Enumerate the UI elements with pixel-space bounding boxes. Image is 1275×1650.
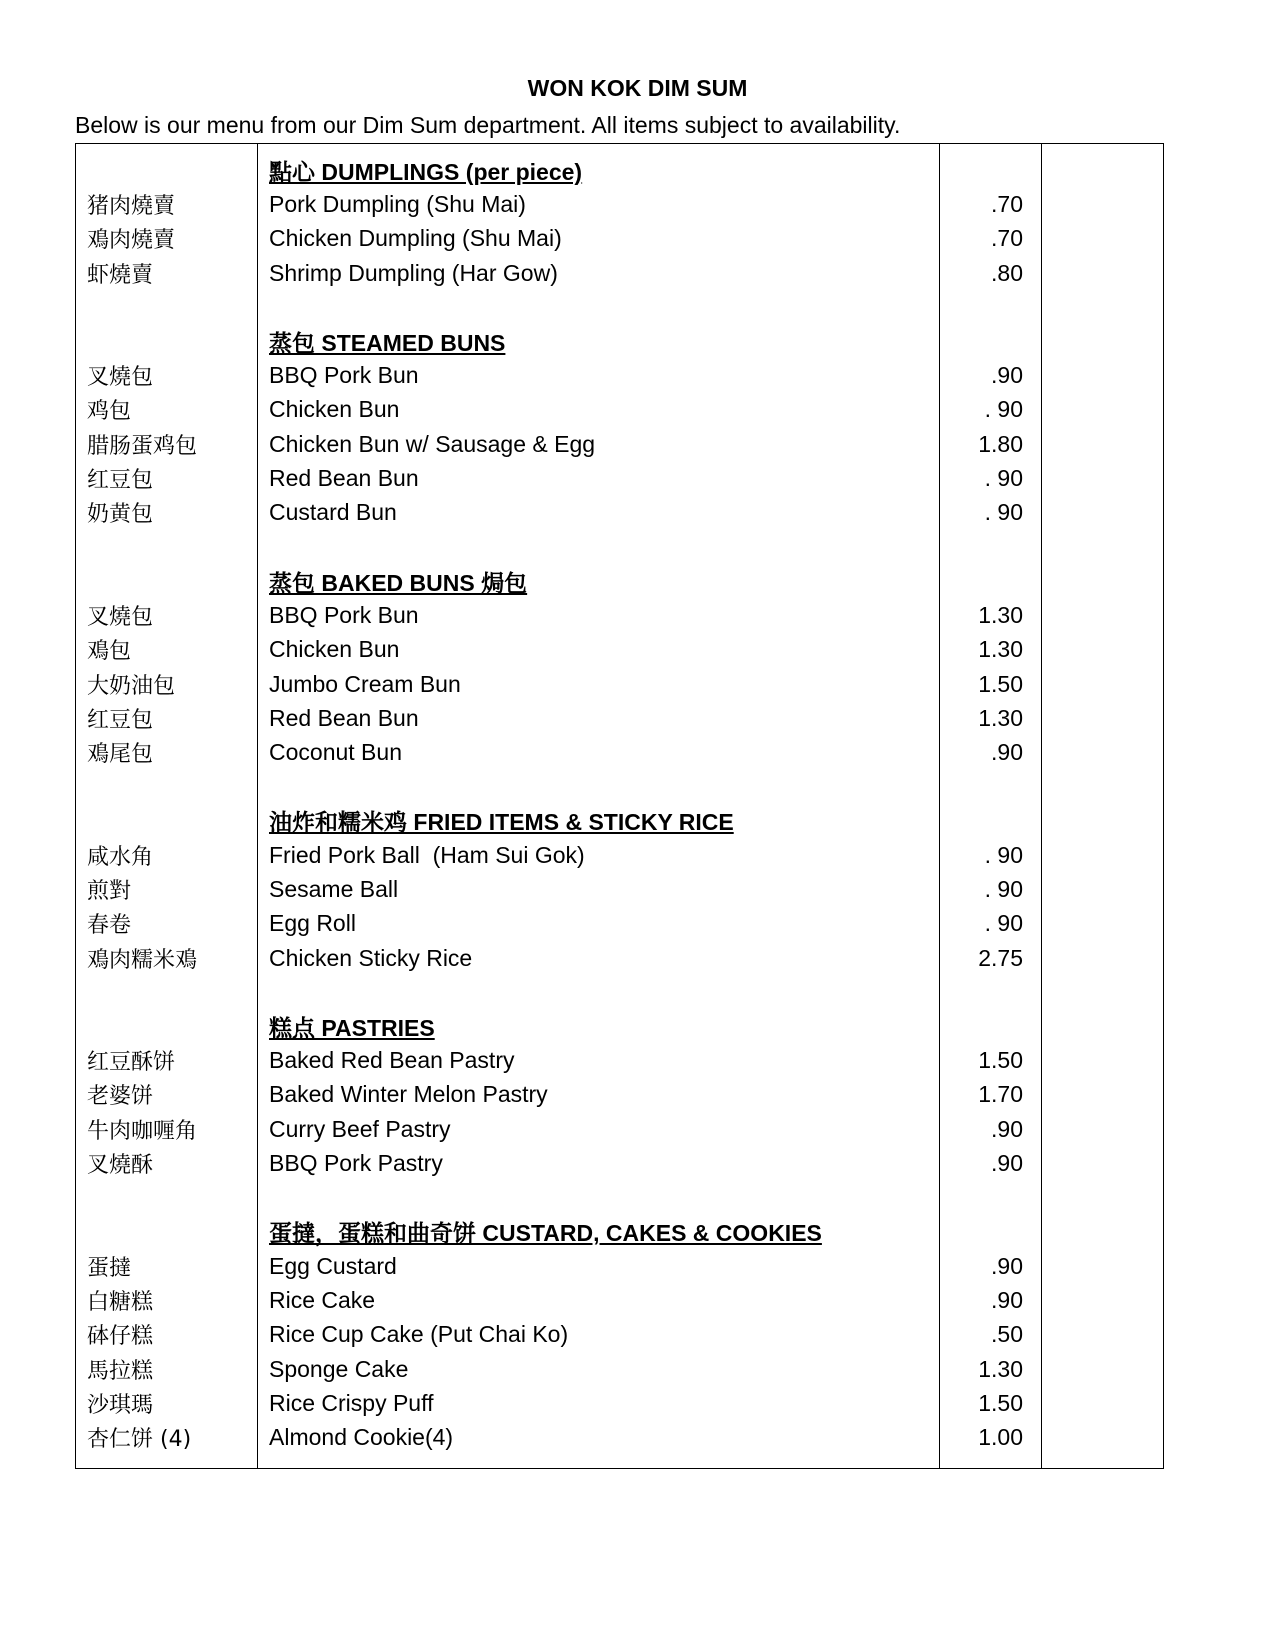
item-price: 1.50 xyxy=(978,1047,1023,1074)
item-english-name: Chicken Dumpling (Shu Mai) xyxy=(269,225,562,252)
item-chinese-name: 大奶油包 xyxy=(87,673,176,699)
menu-item-row xyxy=(75,187,1164,221)
item-price: .70 xyxy=(991,190,1023,217)
item-price: . 90 xyxy=(984,499,1023,526)
menu-item-row xyxy=(75,461,1164,495)
menu-item-row xyxy=(75,1249,1164,1283)
item-english-name: Chicken Bun xyxy=(269,396,400,423)
item-english-name: Rice Cup Cake (Put Chai Ko) xyxy=(269,1321,569,1348)
menu-item-row xyxy=(75,1386,1164,1420)
item-price: .90 xyxy=(991,1115,1023,1142)
menu-item-row xyxy=(75,496,1164,530)
menu-item-row xyxy=(75,1078,1164,1112)
menu-item-row xyxy=(75,907,1164,941)
item-chinese-name: 砵仔糕 xyxy=(87,1324,154,1350)
menu-item-row xyxy=(75,598,1164,632)
menu-item-row xyxy=(75,1112,1164,1146)
item-price: 1.50 xyxy=(978,670,1023,697)
menu-item-row xyxy=(75,222,1164,256)
menu-section xyxy=(75,804,1164,975)
section-heading: 蛋撻，蛋糕和曲奇饼 CUSTARD, CAKES & COOKIES xyxy=(269,1220,822,1247)
item-english-name: Baked Winter Melon Pastry xyxy=(269,1081,548,1108)
menu-section xyxy=(75,324,1164,530)
item-price: .90 xyxy=(991,362,1023,389)
section-heading-row xyxy=(75,804,1164,838)
item-price: .90 xyxy=(991,739,1023,766)
menu-section xyxy=(75,153,1164,290)
item-chinese-name: 奶黄包 xyxy=(87,502,154,528)
item-price: 2.75 xyxy=(978,944,1023,971)
item-english-name: Shrimp Dumpling (Har Gow) xyxy=(269,259,558,286)
menu-item-row xyxy=(75,1146,1164,1180)
item-english-name: Sponge Cake xyxy=(269,1355,409,1382)
item-chinese-name: 沙琪瑪 xyxy=(87,1392,154,1418)
item-chinese-name: 馬拉糕 xyxy=(87,1358,154,1384)
item-english-name: BBQ Pork Bun xyxy=(269,601,419,628)
menu-item-row xyxy=(75,1318,1164,1352)
item-chinese-name: 叉燒酥 xyxy=(87,1153,154,1179)
menu-section xyxy=(75,564,1164,770)
item-chinese-name: 鳮肉糯米鳮 xyxy=(87,947,198,973)
item-english-name: Chicken Bun w/ Sausage & Egg xyxy=(269,430,596,457)
item-english-name: Almond Cookie(4) xyxy=(269,1424,454,1451)
item-chinese-name: 红豆包 xyxy=(87,468,154,494)
menu-item-row xyxy=(75,667,1164,701)
item-english-name: Rice Cake xyxy=(269,1286,376,1313)
item-price: . 90 xyxy=(984,841,1023,868)
item-price: 1.70 xyxy=(978,1081,1023,1108)
section-heading-row xyxy=(75,153,1164,187)
item-price: 1.30 xyxy=(978,636,1023,663)
item-english-name: Fried Pork Ball (Ham Sui Gok) xyxy=(269,841,585,868)
item-chinese-name: 腊肠蛋鸡包 xyxy=(87,433,198,459)
menu-item-row xyxy=(75,256,1164,290)
item-price: . 90 xyxy=(984,465,1023,492)
menu-section xyxy=(75,1215,1164,1455)
item-english-name: BBQ Pork Bun xyxy=(269,362,419,389)
menu-item-row xyxy=(75,358,1164,392)
item-chinese-name: 鳮肉燒賣 xyxy=(87,228,176,254)
item-price: .90 xyxy=(991,1150,1023,1177)
item-english-name: Chicken Sticky Rice xyxy=(269,944,473,971)
menu-item-row xyxy=(75,1352,1164,1386)
item-price: .70 xyxy=(991,225,1023,252)
item-price: .90 xyxy=(991,1252,1023,1279)
section-heading-row xyxy=(75,564,1164,598)
item-price: 1.50 xyxy=(978,1389,1023,1416)
item-english-name: Red Bean Bun xyxy=(269,704,419,731)
page-title: WON KOK DIM SUM xyxy=(527,75,748,101)
item-chinese-name: 杏仁饼 (4) xyxy=(87,1427,192,1453)
item-chinese-name: 蛋撻 xyxy=(87,1255,132,1281)
item-price: 1.30 xyxy=(978,704,1023,731)
item-english-name: Sesame Ball xyxy=(269,875,399,902)
item-chinese-name: 咸水角 xyxy=(87,844,154,870)
menu-item-row xyxy=(75,427,1164,461)
item-chinese-name: 春卷 xyxy=(87,913,132,939)
item-price: . 90 xyxy=(984,396,1023,423)
item-chinese-name: 红豆包 xyxy=(87,707,154,733)
item-price: .80 xyxy=(991,259,1023,286)
section-heading: 糕点 PASTRIES xyxy=(269,1014,435,1041)
section-heading: 蒸包 STEAMED BUNS xyxy=(269,329,506,356)
section-heading-row xyxy=(75,324,1164,358)
item-english-name: Custard Bun xyxy=(269,499,397,526)
item-chinese-name: 红豆酥饼 xyxy=(87,1050,176,1076)
item-price: 1.80 xyxy=(978,430,1023,457)
item-price: . 90 xyxy=(984,910,1023,937)
item-chinese-name: 煎對 xyxy=(87,878,132,904)
item-english-name: Jumbo Cream Bun xyxy=(269,670,461,697)
item-price: 1.30 xyxy=(978,601,1023,628)
section-heading-row xyxy=(75,1009,1164,1043)
item-english-name: Red Bean Bun xyxy=(269,465,419,492)
item-price: 1.30 xyxy=(978,1355,1023,1382)
section-heading: 油炸和糯米鸡 FRIED ITEMS & STICKY RICE xyxy=(269,809,734,836)
item-chinese-name: 猪肉燒賣 xyxy=(87,193,176,219)
menu-item-row xyxy=(75,872,1164,906)
item-english-name: Pork Dumpling (Shu Mai) xyxy=(269,190,526,217)
menu-item-row xyxy=(75,633,1164,667)
item-price: .90 xyxy=(991,1286,1023,1313)
item-price: .50 xyxy=(991,1321,1023,1348)
section-heading: 蒸包 BAKED BUNS 焗包 xyxy=(269,569,528,596)
item-english-name: Rice Crispy Puff xyxy=(269,1389,434,1416)
item-price: . 90 xyxy=(984,875,1023,902)
item-chinese-name: 鸡包 xyxy=(87,399,132,425)
menu-item-row xyxy=(75,735,1164,769)
item-english-name: Chicken Bun xyxy=(269,636,400,663)
item-chinese-name: 叉燒包 xyxy=(87,604,154,630)
item-chinese-name: 鳮包 xyxy=(87,639,132,665)
menu-item-row xyxy=(75,941,1164,975)
menu-table xyxy=(75,153,1164,1455)
item-english-name: BBQ Pork Pastry xyxy=(269,1150,443,1177)
menu-item-row xyxy=(75,393,1164,427)
menu-item-row xyxy=(75,1421,1164,1455)
page-subtitle: Below is our menu from our Dim Sum department. All items subject to availability. xyxy=(75,112,901,138)
menu-item-row xyxy=(75,1283,1164,1317)
item-english-name: Curry Beef Pastry xyxy=(269,1115,451,1142)
menu-item-row xyxy=(75,838,1164,872)
item-chinese-name: 叉燒包 xyxy=(87,365,154,391)
section-heading-row xyxy=(75,1215,1164,1249)
item-chinese-name: 牛肉咖喱角 xyxy=(87,1118,198,1144)
item-chinese-name: 虾燒賣 xyxy=(87,262,154,288)
item-chinese-name: 鳮尾包 xyxy=(87,742,154,768)
menu-section xyxy=(75,1009,1164,1180)
item-chinese-name: 老婆饼 xyxy=(87,1084,154,1110)
item-price: 1.00 xyxy=(978,1424,1023,1451)
section-heading: 點心 DUMPLINGS (per piece) xyxy=(269,158,583,185)
menu-item-row xyxy=(75,701,1164,735)
item-english-name: Baked Red Bean Pastry xyxy=(269,1047,515,1074)
item-english-name: Egg Roll xyxy=(269,910,356,937)
item-chinese-name: 白糖糕 xyxy=(87,1289,154,1315)
item-english-name: Egg Custard xyxy=(269,1252,397,1279)
menu-item-row xyxy=(75,1044,1164,1078)
item-english-name: Coconut Bun xyxy=(269,739,402,766)
